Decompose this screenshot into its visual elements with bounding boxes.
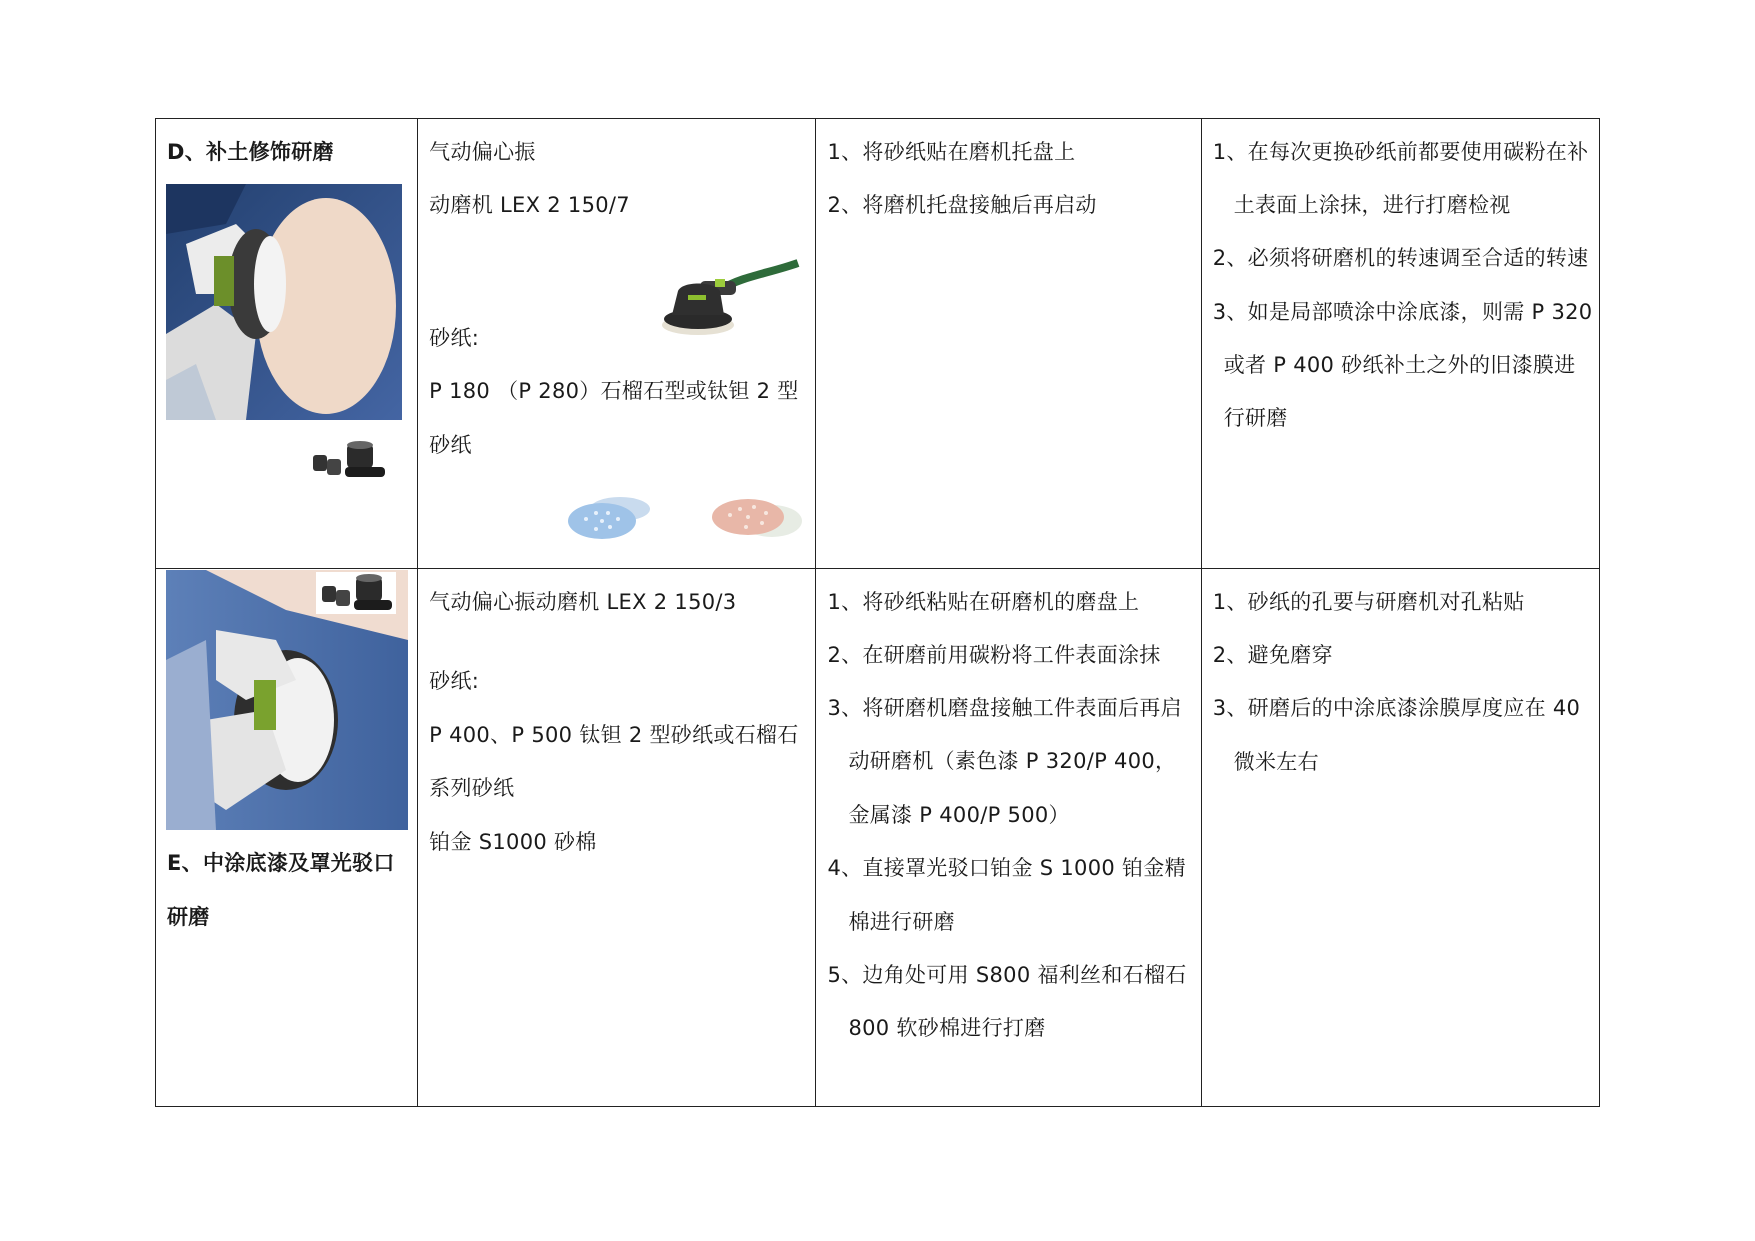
tool-cell	[418, 119, 816, 569]
tool-line: 气动偏心振	[429, 140, 536, 164]
note-line: 2、避免磨穿	[1212, 643, 1333, 667]
note-line: 1、砂纸的孔要与研磨机对孔粘贴	[1212, 590, 1525, 614]
blue-sanding-disc-icon	[566, 491, 654, 543]
tool-line: 砂纸:	[429, 669, 480, 693]
blue-sanding-disc-image	[566, 491, 654, 543]
note-line: 或者 P 400 砂纸补土之外的旧漆膜进	[1223, 353, 1576, 377]
step-line: 3、将研磨机磨盘接触工件表面后再启	[827, 696, 1182, 720]
note-line: 行研磨	[1223, 406, 1288, 430]
tool-line: P 180 （P 280）石榴石型或钛钽 2 型	[429, 379, 799, 403]
note-line: 2、必须将研磨机的转速调至合适的转速	[1212, 246, 1589, 270]
steps-cell	[816, 119, 1201, 569]
table-row	[156, 119, 1600, 569]
sanding-attachments-image	[311, 437, 391, 483]
tool-line: 砂纸:	[429, 326, 480, 350]
step-line: 4、直接罩光驳口铂金 S 1000 铂金精	[827, 856, 1186, 880]
steps-cell	[816, 569, 1201, 1107]
note-line: 3、如是局部喷涂中涂底漆，则需 P 320	[1212, 300, 1593, 324]
note-line: 3、研磨后的中涂底漆涂膜厚度应在 40	[1212, 696, 1581, 720]
tool-line: 动磨机 LEX 2 150/7	[429, 193, 630, 217]
sanding-car-photo	[166, 184, 402, 420]
note-line: 微米左右	[1233, 750, 1319, 774]
notes-cell	[1201, 119, 1599, 569]
step-line: 1、将砂纸贴在磨机托盘上	[827, 140, 1076, 164]
step-line: 5、边角处可用 S800 福利丝和石榴石	[827, 963, 1187, 987]
section-title: 研磨	[167, 905, 210, 929]
tool-cell	[418, 569, 816, 1107]
step-line: 1、将砂纸粘贴在研磨机的磨盘上	[827, 590, 1140, 614]
note-line: 土表面上涂抹，进行打磨检视	[1233, 193, 1511, 217]
step-line: 800 软砂棉进行打磨	[848, 1016, 1046, 1040]
tool-line: 铂金 S1000 砂棉	[429, 830, 597, 854]
table-row	[156, 569, 1600, 1107]
procedure-table	[155, 118, 1600, 1107]
note-line: 1、在每次更换砂纸前都要使用碳粉在补	[1212, 140, 1589, 164]
sanding-car-photo	[166, 570, 408, 830]
tool-line: 气动偏心振动磨机 LEX 2 150/3	[429, 590, 737, 614]
sanding-car-photo-icon	[166, 570, 408, 830]
step-line: 金属漆 P 400/P 500）	[848, 803, 1070, 827]
section-title: D、补土修饰研磨	[167, 140, 334, 164]
pink-sanding-disc-icon	[708, 491, 804, 543]
tool-line: 系列砂纸	[429, 776, 515, 800]
step-line: 2、在研磨前用碳粉将工件表面涂抹	[827, 643, 1161, 667]
title-cell	[156, 119, 418, 569]
step-line: 2、将磨机托盘接触后再启动	[827, 193, 1097, 217]
sanding-car-photo-icon	[166, 184, 402, 420]
sanding-attachments-icon	[311, 437, 391, 483]
pink-sanding-disc-image	[708, 491, 804, 543]
orbital-sander-image	[660, 249, 802, 339]
orbital-sander-icon	[660, 249, 802, 339]
tool-line: P 400、P 500 钛钽 2 型砂纸或石榴石	[429, 723, 799, 747]
notes-cell	[1201, 569, 1599, 1107]
tool-line: 砂纸	[429, 433, 472, 457]
section-title: E、中涂底漆及罩光驳口	[167, 851, 395, 875]
step-line: 动研磨机（素色漆 P 320/P 400，	[848, 749, 1177, 773]
title-cell	[156, 569, 418, 1107]
step-line: 棉进行研磨	[848, 910, 955, 934]
